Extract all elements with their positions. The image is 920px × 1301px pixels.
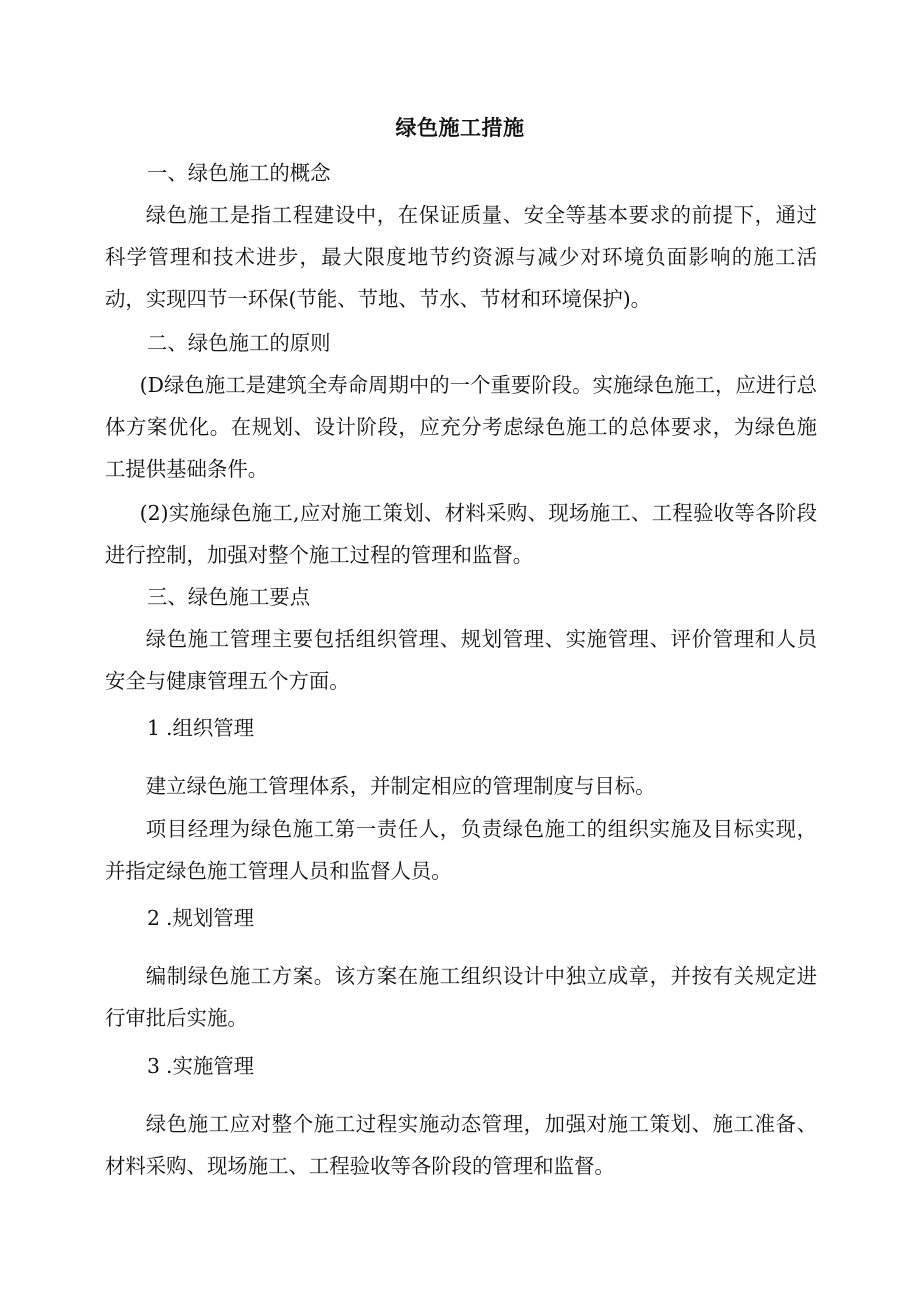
paragraph-principle-2: (2)实施绿色施工,应对施工策划、材料采购、现场施工、工程验收等各阶段进行控制，加强对整个施工过程的管理和监督。 (105, 501, 817, 567)
paragraph-implementation: 绿色施工应对整个施工过程实施动态管理，加强对施工策划、施工准备、材料采购、现场施工、工程验收等各阶段的管理和监督。 (105, 1112, 817, 1178)
section-heading-key-points: 三、绿色施工要点 (147, 585, 311, 609)
paragraph-planning: 编制绿色施工方案。该方案在施工组织设计中独立成章，并按有关规定进行审批后实施。 (105, 964, 817, 1030)
subheading-organization-management (147, 707, 254, 749)
subheading-number: 3 (147, 1054, 160, 1078)
page-title: 绿色施工措施 (395, 116, 525, 140)
section-heading-principles: 二、绿色施工的原则 (147, 331, 331, 355)
subheading-label: .组织管理 (165, 716, 255, 740)
paragraph-organization-1: 建立绿色施工管理体系，并制定相应的管理制度与目标。 (145, 774, 656, 798)
subheading-planning-management (147, 897, 254, 939)
subheading-implementation-management (147, 1045, 254, 1087)
paragraph-organization-2: 项目经理为绿色施工第一责任人，负责绿色施工的组织实施及目标实现，并指定绿色施工管理人员和监督人员。 (105, 817, 817, 883)
paragraph-principle-1: (D绿色施工是建筑全寿命周期中的一个重要阶段。实施绿色施工，应进行总体方案优化。在规划、设计阶段，应充分考虑绿色施工的总体要求，为绿色施工提供基础条件。 (105, 373, 817, 481)
subheading-label: .规划管理 (165, 906, 255, 930)
paragraph-key-points: 绿色施工管理主要包括组织管理、规划管理、实施管理、评价管理和人员安全与健康管理五个方面。 (105, 627, 817, 693)
subheading-number: 1 (147, 716, 160, 740)
subheading-label: .实施管理 (165, 1054, 255, 1078)
section-heading-concept: 一、绿色施工的概念 (147, 161, 331, 185)
subheading-number: 2 (147, 906, 160, 930)
paragraph-concept: 绿色施工是指工程建设中，在保证质量、安全等基本要求的前提下，通过科学管理和技术进步，最大限度地节约资源与减少对环境负面影响的施工活动，实现四节一环保(节能、节地、节水、节材和环境保护)。 (105, 203, 817, 311)
